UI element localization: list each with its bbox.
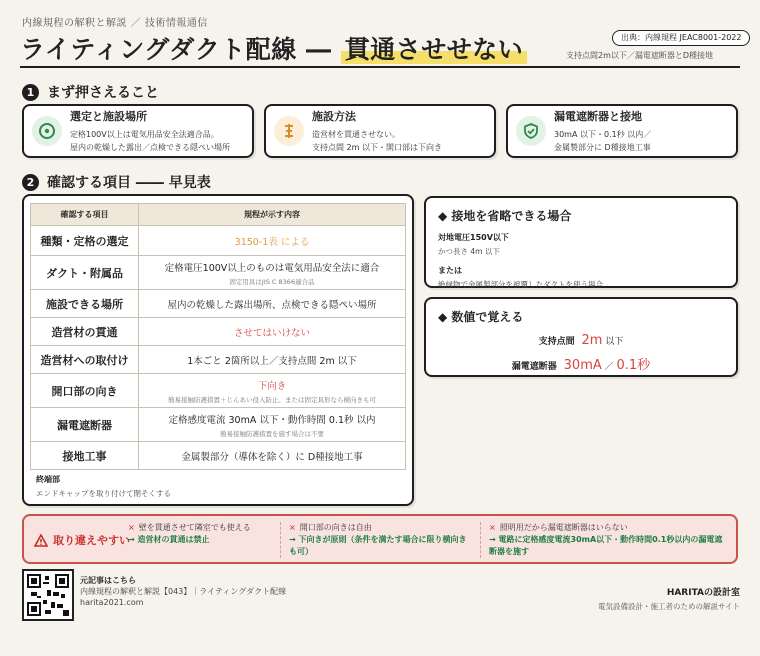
ground-omission-card (424, 196, 738, 288)
table-row (31, 290, 406, 318)
end-title: 終端部 (36, 475, 60, 484)
page-title-highlight: 貫通させせない (341, 35, 528, 64)
footer-link-text[interactable]: 内線規程の解釈と解説【043】｜ライティングダクト配線 (80, 587, 287, 596)
page-title (20, 30, 527, 66)
footer-url[interactable]: harita2021.com (80, 598, 144, 607)
table-content-cell (139, 374, 406, 408)
end-section (36, 474, 171, 499)
support-unit: 以下 (605, 337, 624, 347)
support-number-line (438, 333, 724, 348)
title-divider (20, 66, 740, 68)
breaker-value-current: 30mA (563, 358, 602, 373)
support-label: 支持点間 (538, 337, 575, 347)
feature-card-installation (264, 104, 496, 158)
condition-text: 絶縁物で金属製部分を被覆したダクトを使う場合 (438, 280, 603, 289)
table-row (31, 318, 406, 346)
source-subtitle: 支持点間2m以下／漏電遮断器とD種接地 (566, 51, 714, 60)
table-content: 屋内の乾燥した露出場所、点検できる隠ぺい場所 (139, 290, 406, 318)
table-note: 簡易接触防護措置＋じんあい侵入防止、または固定具形なら横向きも可 (168, 395, 376, 404)
warning-wrong: 開口部の向きは自由 (299, 523, 372, 532)
section-1-heading (22, 82, 159, 102)
table-item: 開口部の向き (31, 374, 139, 408)
warning-right: 造営材の貫通は禁止 (137, 535, 210, 544)
feature-desc-line: 定格100V以上は電気用品安全法適合品。 (70, 130, 219, 139)
feature-title: 漏電遮断器と接地 (554, 110, 642, 123)
feature-title: 施設方法 (312, 110, 356, 123)
ruler-icon (274, 116, 304, 146)
support-value: 2m (581, 333, 603, 348)
feature-card-breaker (506, 104, 738, 158)
qr-code-pattern (27, 574, 69, 616)
condition-title: 対地電圧150V以下 (438, 233, 509, 242)
table-item: 造営材の貫通 (31, 318, 139, 346)
table-content: 3150-1表 による (139, 226, 406, 256)
table-row (31, 256, 406, 290)
condition-title: または (438, 266, 462, 275)
breaker-value-time: 0.1秒 (616, 358, 651, 373)
checklist-table (30, 203, 406, 470)
warning-box (22, 514, 738, 564)
feature-desc-line: 屋内の乾燥した露出／点検できる隠ぺい場所 (70, 143, 230, 152)
warning-label-text: 取り違えやすい (53, 534, 130, 547)
table-content: させてはいけない (139, 318, 406, 346)
source-badge: 出典：内線規程 JEAC8001-2022 (612, 30, 750, 46)
table-item: 施設できる場所 (31, 290, 139, 318)
footer-tagline: 電気設備設計・施工者のための解説サイト (598, 602, 740, 611)
table-header-cell: 規程が示す内容 (139, 204, 406, 226)
warning-item: × 壁を貫通させて隣室でも使える → 造営材の貫通は禁止 (128, 523, 251, 544)
section-2-title: 確認する項目 ―― 早見表 (47, 175, 211, 191)
table-note: 固定用具はJIS C 8366適合品 (229, 277, 315, 286)
table-item: 漏電遮断器 (31, 408, 139, 442)
table-content: 金属製部分（導体を除く）に D種接地工事 (139, 442, 406, 470)
feature-desc-line: 支持点間 2m 以下・開口部は下向き (312, 143, 442, 152)
feature-desc-line: 金属製部分に D種接地工事 (554, 143, 651, 152)
shield-check-icon (516, 116, 546, 146)
warning-right: 下向きが原則（条件を満たす場合に限り横向きも可） (289, 535, 467, 556)
warning-icon (34, 534, 48, 547)
table-row (31, 346, 406, 374)
section-2-heading (22, 172, 211, 192)
table-row (31, 226, 406, 256)
warning-item: × 開口部の向きは自由 → 下向きが原則（条件を満たす場合に限り横向きも可） (280, 522, 470, 558)
table-item: ダクト・附属品 (31, 256, 139, 290)
ground-card-title-text: 接地を省略できる場合 (451, 209, 572, 223)
numbers-card-title-text: 数値で覚える (451, 310, 524, 324)
table-content-cell (139, 256, 406, 290)
feature-desc-line: 造営材を貫通させない。 (312, 130, 400, 139)
table-row (31, 442, 406, 470)
feature-card-selection (22, 104, 254, 158)
warning-item: × 照明用だから漏電遮断器はいらない → 電路に定格感度電流30mA以下・動作時間0.1秒以内の漏電遮断器を施す (480, 522, 730, 558)
site-subtitle: 内線規程の解釈と解説 ／ 技術情報通信 (22, 18, 208, 29)
table-content: 定格電圧100V以上のものは電気用品安全法に適合 (164, 262, 380, 274)
section-2-number: 2 (22, 174, 39, 191)
footer-link-block (80, 575, 286, 608)
warning-wrong: 壁を貫通させて隣室でも使える (138, 523, 251, 532)
feature-desc-line: 30mA 以下・0.1秒 以内／ (554, 130, 652, 139)
lightbulb-icon (32, 116, 62, 146)
ground-card-title: ◆ 接地を省略できる場合 (438, 209, 572, 223)
section-1-title: まず押さえること (47, 85, 159, 101)
numbers-card-title: ◆ 数値で覚える (438, 310, 524, 324)
condition-text: かつ長さ 4m 以下 (438, 247, 500, 256)
section-1-number: 1 (22, 84, 39, 101)
table-header-row (31, 204, 406, 226)
breaker-number-line (438, 354, 724, 373)
table-row (31, 408, 406, 442)
end-text: エンドキャップを取り付けて閉そくする (36, 489, 171, 498)
breaker-label: 漏電遮断器 (511, 362, 557, 372)
feature-title: 選定と施設場所 (70, 110, 147, 123)
page-title-main: ライティングダクト配線 ― (20, 35, 332, 64)
table-content: 1本ごと 2箇所以上／支持点間 2m 以下 (139, 346, 406, 374)
table-row (31, 374, 406, 408)
qr-code[interactable] (22, 569, 74, 621)
table-note: 簡易接触防護措置を施す場合は不要 (220, 429, 324, 438)
breaker-separator: ／ (604, 362, 614, 372)
table-content: 下向き (257, 380, 287, 392)
footer-brand-block (598, 585, 740, 612)
warning-label (34, 532, 130, 548)
footer-link-title: 元記事はこちら (80, 576, 136, 585)
table-header-cell: 確認する項目 (31, 204, 139, 226)
footer-brand: HARITAの設計室 (666, 588, 740, 598)
table-item: 種類・定格の選定 (31, 226, 139, 256)
table-item: 接地工事 (31, 442, 139, 470)
table-item: 造営材への取付け (31, 346, 139, 374)
numbers-card (424, 297, 738, 377)
warning-wrong: 照明用だから漏電遮断器はいらない (499, 523, 628, 532)
warning-right: 電路に定格感度電流30mA以下・動作時間0.1秒以内の漏電遮断器を施す (489, 535, 723, 556)
table-content: 定格感度電流 30mA 以下・動作時間 0.1秒 以内 (168, 414, 376, 426)
table-content-cell (139, 408, 406, 442)
